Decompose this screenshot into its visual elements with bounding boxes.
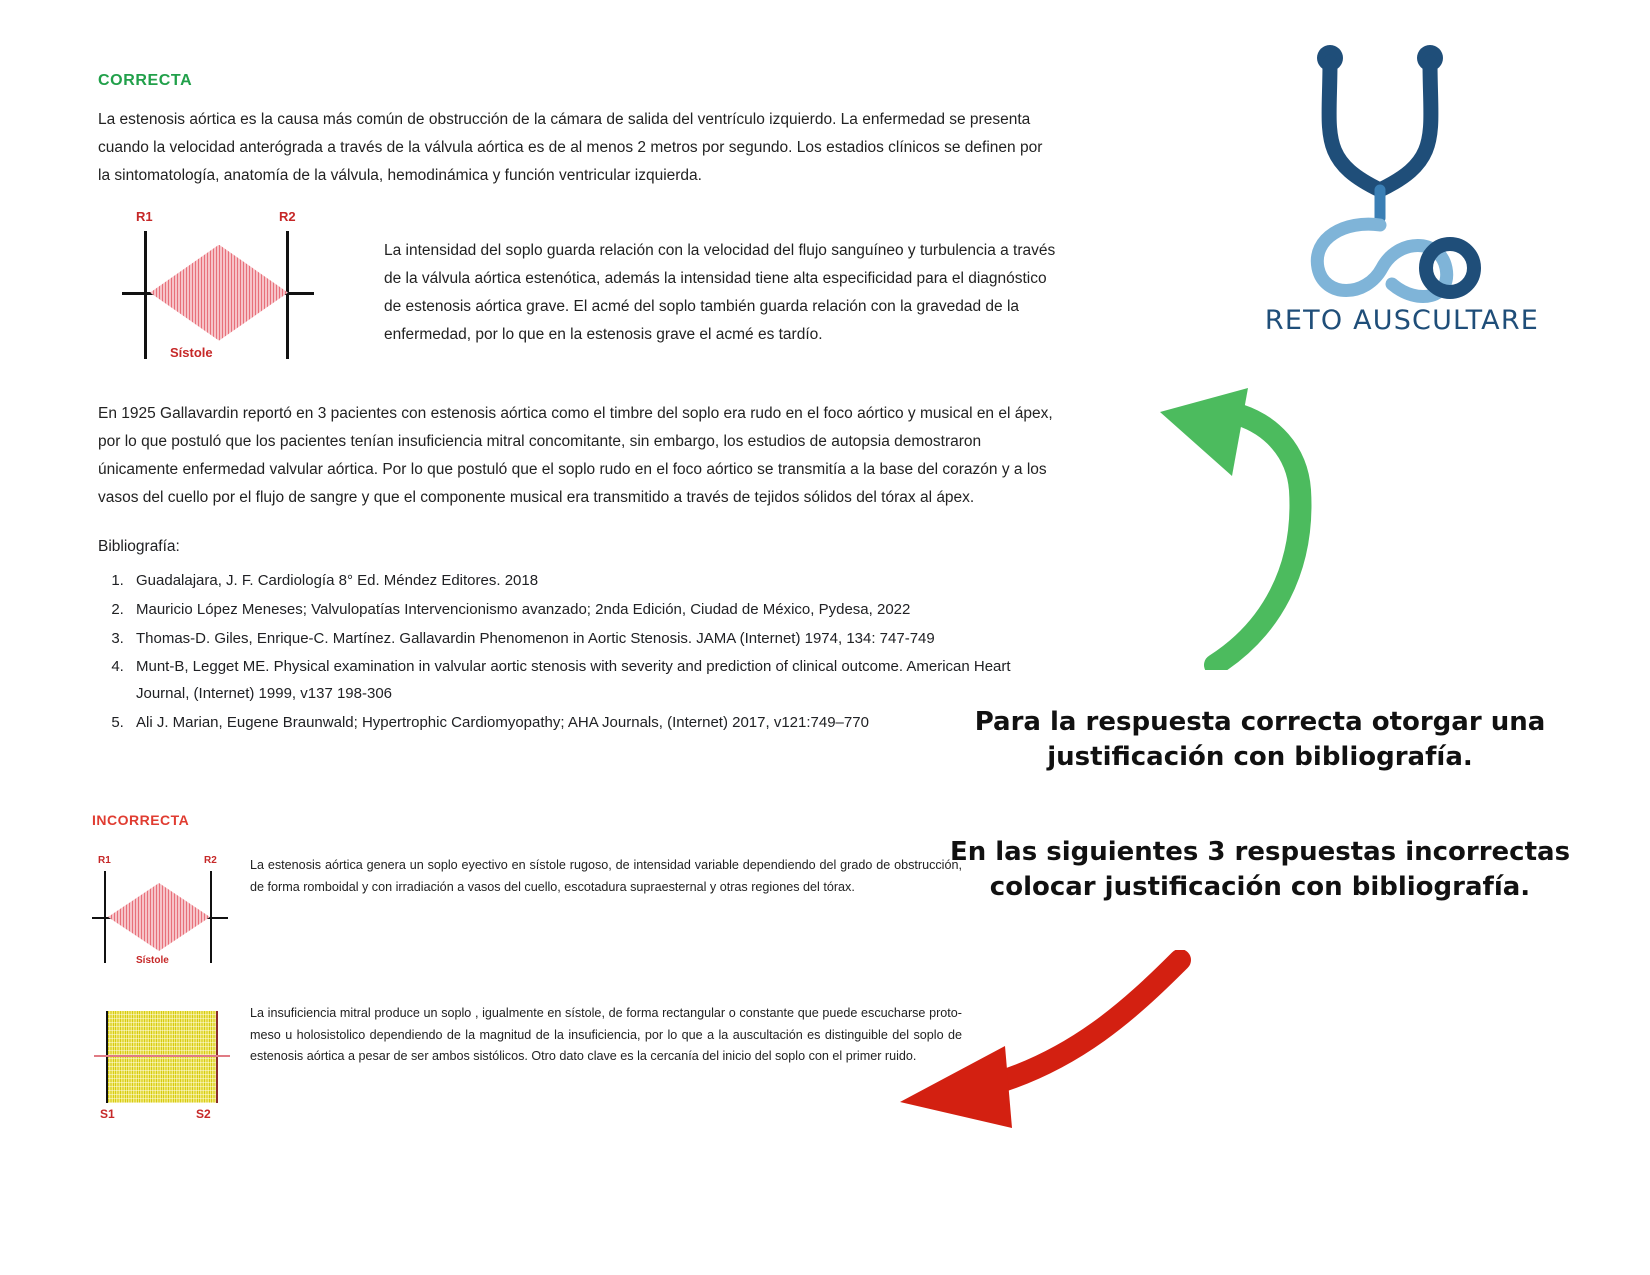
baseline-axis: [94, 1055, 230, 1057]
r2-label: R2: [279, 208, 296, 224]
aortic-stenosis-small-diagram: [92, 855, 242, 975]
sistole-caption: Sístole: [170, 344, 213, 360]
figure-3-text: La insuficiencia mitral produce un soplo , igualmente en sístole, de forma rectangular o constante que puede escucharse proto-meso u holosistolico dependiendo de la magnitud de la insuficiencia, por lo que a la auscultación es distinguible del soplo de estenosis aórtica a pesar de ser ambos sistólicos. Otro dato clave es la cercanía del inicio del soplo con el primer ruido.: [250, 1006, 962, 1064]
heart-sound-bar-2: [286, 231, 289, 359]
logo-wordmark: RETO AUSCULTARE: [1264, 305, 1540, 336]
figure-3-row: [92, 1003, 962, 1133]
list-item: 2. Mauricio López Meneses; Valvulopatías Intervencionismo avanzado; 2nda Edición, Ciudad de México, Pydesa, 2022: [128, 597, 1058, 624]
mitral-regurgitation-diagram: [92, 1003, 242, 1133]
note-correct-answer: Para la respuesta correcta otorgar una justificación con bibliografía.: [974, 707, 1546, 772]
r1-label: R1: [136, 208, 153, 224]
diamond-murmur-shape: [108, 883, 210, 951]
r2-label: R2: [204, 855, 217, 866]
aortic-murmur-diagram: [114, 209, 344, 374]
list-item: 3. Thomas-D. Giles, Enrique-C. Martínez. Gallavardin Phenomenon in Aortic Stenosis. JAMA (Internet) 1974, 134: 747-749: [128, 626, 1058, 653]
list-item: 1. Guadalajara, J. F. Cardiología 8° Ed. Méndez Editores. 2018: [128, 568, 1058, 595]
correcta-label: CORRECTA: [98, 72, 193, 89]
incorrect-section: [92, 855, 962, 1161]
figure-1-row: [98, 209, 1058, 374]
list-item: 4. Munt-B, Legget ME. Physical examination in valvular aortic stenosis with severity and prediction of clinical outcome. American Heart Journal, (Internet) 1999, v137 198-306: [128, 654, 1058, 707]
r1-label: R1: [98, 855, 111, 866]
s1-label: S1: [100, 1107, 115, 1121]
sistole-caption: Sístole: [136, 955, 169, 966]
note-incorrect-answers: En las siguientes 3 respuestas incorrectas colocar justificación con bibliografía.: [949, 837, 1571, 902]
s2-label: S2: [196, 1107, 211, 1121]
red-arrow-down-left: [880, 950, 1200, 1155]
figure-1-text: La intensidad del soplo guarda relación con la velocidad del flujo sanguíneo y turbulencia a través de la válvula aórtica estenótica, además la intensidad tiene alta especificidad para el diagnóstico de estenosis aórtica grave. El acmé del soplo también guarda relación con la gravedad de la enfermedad, por lo que en la estenosis grave el acmé es tardío.: [384, 241, 1056, 344]
rectangular-murmur-shape: [106, 1011, 218, 1103]
bibliography-title: Bibliografía:: [98, 538, 180, 556]
document-column: [98, 72, 1058, 739]
heart-sound-bar-1: [144, 231, 147, 359]
stethoscope-infinity-logo: [1300, 40, 1500, 350]
figure-2-row: [92, 855, 962, 975]
figure-2-text: La estenosis aórtica genera un soplo eyectivo en sístole rugoso, de intensidad variable dependiendo del grado de obstrucción, de forma romboidal y con irradiación a vasos del cuello, escotadura supraesternal y otras regiones del tórax.: [250, 858, 962, 894]
diamond-murmur-shape: [150, 245, 288, 341]
incorrecta-label: INCORRECTA: [92, 812, 190, 828]
correct-paragraph-2: En 1925 Gallavardin reportó en 3 pacientes con estenosis aórtica como el timbre del soplo era rudo en el foco aórtico y musical en el ápex, por lo que postuló que los pacientes tenían insuficiencia mitral concomitante, sin embargo, los estudios de autopsia demostraron únicamente enfermedad valvular aórtica. Por lo que postuló que el soplo rudo en el foco aórtico se transmitía a la base del corazón y a los vasos del cuello por el flujo de sangre y que el componente musical era transmitido a través de tejidos sólidos del tórax al ápex.: [98, 404, 1053, 507]
bibliography-list: [98, 568, 1058, 736]
green-arrow-up-right: [1120, 380, 1360, 675]
list-item: 5. Ali J. Marian, Eugene Braunwald; Hypertrophic Cardiomyopathy; AHA Journals, (Internet) 2017, v121:749–770: [128, 710, 1058, 737]
correct-paragraph-1: La estenosis aórtica es la causa más común de obstrucción de la cámara de salida del ventrículo izquierdo. La enfermedad se presenta cuando la velocidad anterógrada a través de la válvula aórtica es de al menos 2 metros por segundo. Los estadios clínicos se definen por la sintomatología, anatomía de la válvula, hemodinámica y función ventricular izquierda.: [98, 111, 1043, 185]
